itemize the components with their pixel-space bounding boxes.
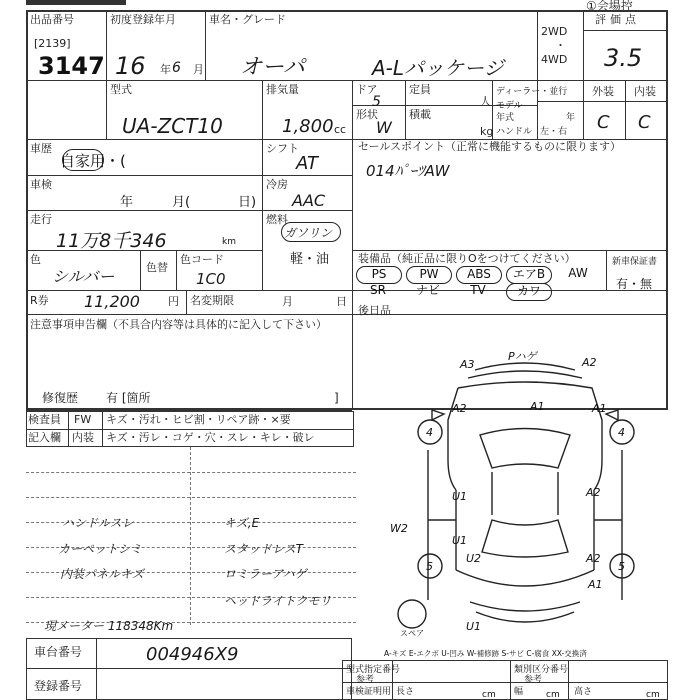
inspection-month: 月( — [172, 195, 191, 210]
year-unit: 年 — [160, 63, 171, 76]
legend: A-キズ E-エクボ U-凹み W-補修跡 S-サビ C-腐食 XX-交換済 — [384, 649, 587, 658]
aircon-label: 冷房 — [266, 178, 288, 191]
term-label: 名変期限 — [190, 294, 234, 307]
car-damage-diagram — [380, 340, 670, 650]
equipment-item: ナビ — [415, 283, 440, 297]
remark-right-4: ヘッドライトクモリ — [224, 594, 332, 608]
fuel-diesel: 軽・油 — [290, 252, 330, 267]
mark-5-left: 5 — [426, 560, 433, 573]
equipment-item: エアB — [506, 266, 552, 284]
fuel-circle — [281, 222, 341, 242]
model-spec-label: 型式指定番号 — [346, 665, 401, 675]
mark-u2: U2 — [466, 552, 482, 565]
dealer-model-label: モデル — [496, 101, 523, 111]
grade-label: 評価点 — [595, 13, 640, 26]
length-label: 長さ — [396, 687, 415, 697]
registration-label: 登録番号 — [34, 679, 83, 693]
usage-circle — [62, 149, 104, 171]
entry-label: 記入欄 — [28, 431, 61, 444]
repair-close: ] — [334, 391, 339, 405]
capacity-unit: 人 — [480, 95, 491, 108]
drive-4wd: 4WD — [541, 53, 568, 66]
car-name-label: 車名・グレード — [209, 13, 286, 26]
interior-grade: C — [638, 112, 651, 133]
equipment-item: ABS — [456, 266, 502, 284]
usage-value: 自家用・( — [60, 152, 126, 170]
top-rule — [26, 0, 126, 5]
remark-left-1: ハンドルスレ — [62, 516, 134, 530]
exterior-grade: C — [597, 112, 610, 133]
notes-label: 注意事項申告欄（不具合内容等は具体的に記入して下さい） — [30, 318, 327, 331]
remark-left-3: 内装パネルキズ — [60, 567, 144, 581]
equipment-item: SR — [370, 283, 386, 297]
handle-label: ハンドル — [496, 127, 533, 137]
inspection-label: 車検 — [30, 178, 52, 191]
inspector-label: 検査員 — [28, 413, 61, 426]
lot-number: 3147 — [38, 52, 105, 80]
width-label: 幅 — [514, 687, 524, 697]
inspector-tag-fw: FW — [74, 413, 92, 426]
lot-label: 出品番号 — [30, 13, 74, 26]
interior-label: 内装 — [634, 85, 656, 98]
recycle-unit: 円 — [168, 295, 179, 308]
load-label: 積載 — [409, 108, 431, 121]
new-warranty-value: 有・無 — [616, 277, 653, 291]
dealer-year-unit: 年 — [566, 113, 576, 123]
mark-spare: スペア — [400, 629, 424, 638]
model-label: 型式 — [110, 83, 132, 96]
doors-value: 5 — [372, 94, 381, 110]
mark-5-right: 5 — [618, 560, 625, 573]
first-reg-label: 初度登録年月 — [110, 13, 176, 26]
equipment-item: TV — [470, 283, 486, 297]
mark-a2-front: A2 — [582, 356, 597, 369]
equipment-item: PW — [406, 266, 452, 284]
doors-label: ドア — [356, 83, 378, 96]
mark-a1-right: A1 — [592, 402, 607, 415]
width-unit: cm — [546, 690, 560, 700]
odometer-note: 現メーター 118348Km — [44, 619, 174, 633]
reg-cert-label: 車検証明用 — [346, 687, 392, 697]
fuel-label: 燃料 — [266, 213, 288, 226]
mileage-unit: km — [222, 237, 236, 247]
repair-label: 修復歴 — [42, 391, 79, 405]
color-label: 色 — [30, 253, 41, 266]
drive-2wd: 2WD — [541, 25, 568, 38]
displacement-label: 排気量 — [266, 83, 299, 96]
mark-a2-left: A2 — [452, 402, 467, 415]
term-day: 日 — [336, 295, 347, 308]
mark-p-hage: Pハゲ — [508, 350, 537, 363]
aircon-value: AAC — [292, 191, 326, 210]
mark-a2-rear: A2 — [586, 552, 601, 565]
recycle-label: R券 — [30, 294, 49, 307]
mileage-label: 走行 — [30, 213, 52, 226]
mileage-value: 11万8千346 — [56, 230, 167, 252]
height-unit: cm — [646, 690, 660, 700]
exterior-label: 外装 — [592, 85, 614, 98]
model-value: UA-ZCT10 — [122, 114, 223, 138]
category-ref: 参考 — [524, 675, 543, 685]
remark-left-2: カーペットシミ — [58, 542, 143, 556]
height-label: 高さ — [574, 687, 593, 697]
grade-score: 3.5 — [604, 44, 643, 72]
color-code-value: 1C0 — [196, 270, 226, 288]
first-reg-year: 16 — [115, 52, 146, 80]
mark-a3: A3 — [460, 358, 475, 371]
mark-4-right: 4 — [618, 426, 625, 439]
equipment-item: カワ — [506, 283, 552, 301]
mark-u1-rear: U1 — [466, 620, 482, 633]
chassis-label: 車台番号 — [34, 645, 83, 659]
remark-right-3: ロミラーアハゲ — [224, 567, 307, 581]
mark-4-left: 4 — [426, 426, 433, 439]
term-month: 月 — [282, 295, 293, 308]
inspector-row2-items: キズ・汚レ・コゲ・穴・スレ・キレ・破レ — [106, 431, 315, 444]
delivery-label: 後日品 — [358, 304, 391, 317]
remark-right-1: キズ,E — [224, 516, 260, 530]
inspection-day: 日) — [238, 195, 257, 210]
month-unit: 月 — [193, 63, 204, 76]
color-value: シルバー — [52, 267, 115, 286]
style-label: 形状 — [356, 108, 378, 121]
capacity-label: 定員 — [409, 83, 431, 96]
chassis-value: 004946X9 — [146, 644, 239, 665]
sales-point-label: セールスポイント（正常に機能するものに限ります） — [358, 140, 622, 153]
inspector-tag-interior: 内装 — [72, 431, 94, 444]
handle-value: 左・右 — [540, 127, 568, 137]
dealer-label: ディーラー・並行 — [496, 87, 568, 97]
lot-subcode: [2139] — [34, 37, 71, 50]
remark-right-2: スタッドレスT — [224, 542, 303, 556]
shift-label: シフト — [266, 142, 299, 155]
length-unit: cm — [482, 690, 496, 700]
recycle-value: 11,200 — [84, 292, 140, 311]
mark-a1-hood: A1 — [530, 400, 545, 413]
mark-w2: W2 — [390, 522, 408, 535]
new-warranty-label: 新車保証書 — [612, 257, 658, 267]
mark-u1-left: U1 — [452, 490, 468, 503]
mark-a2-right: A2 — [586, 486, 601, 499]
equipment-label: 装備品（純正品に限りOをつけてください） — [358, 252, 576, 265]
repair-value: 有 [箇所 — [106, 391, 151, 405]
displacement-value: 1,800 — [282, 116, 334, 137]
drive-dot: ・ — [555, 39, 566, 52]
venue-label: ①会場控 — [586, 0, 633, 13]
mark-a1-rear: A1 — [588, 578, 603, 591]
color-code-label: 色コード — [180, 253, 224, 266]
usage-label: 車歴 — [30, 142, 52, 155]
inspection-year: 年 — [120, 195, 134, 210]
car-name-value: オーパ — [240, 55, 305, 80]
displacement-unit: cc — [334, 123, 347, 136]
dealer-year-label: 年式 — [496, 113, 515, 123]
car-grade-value: A-Lパッケージ — [372, 56, 504, 80]
load-unit: kg — [480, 125, 494, 138]
model-spec-ref: 参考 — [356, 675, 375, 685]
equipment-item: AW — [568, 266, 588, 280]
sales-point-value: 014ﾊﾟｰﾂAW — [366, 162, 450, 180]
fuel-gasoline: ガソリン — [284, 226, 333, 240]
first-reg-month: 6 — [172, 60, 181, 76]
shift-value: AT — [296, 153, 318, 174]
equipment-item: PS — [356, 266, 402, 284]
inspector-row1-items: キズ・汚れ・ヒビ割・リペア跡・×要 — [106, 413, 291, 426]
color-tone-label: 色替 — [146, 261, 168, 274]
style-value: W — [376, 118, 392, 137]
category-label: 類別区分番号 — [514, 665, 569, 675]
equipment-grid — [356, 266, 604, 300]
mark-u1-left2: U1 — [452, 534, 468, 547]
